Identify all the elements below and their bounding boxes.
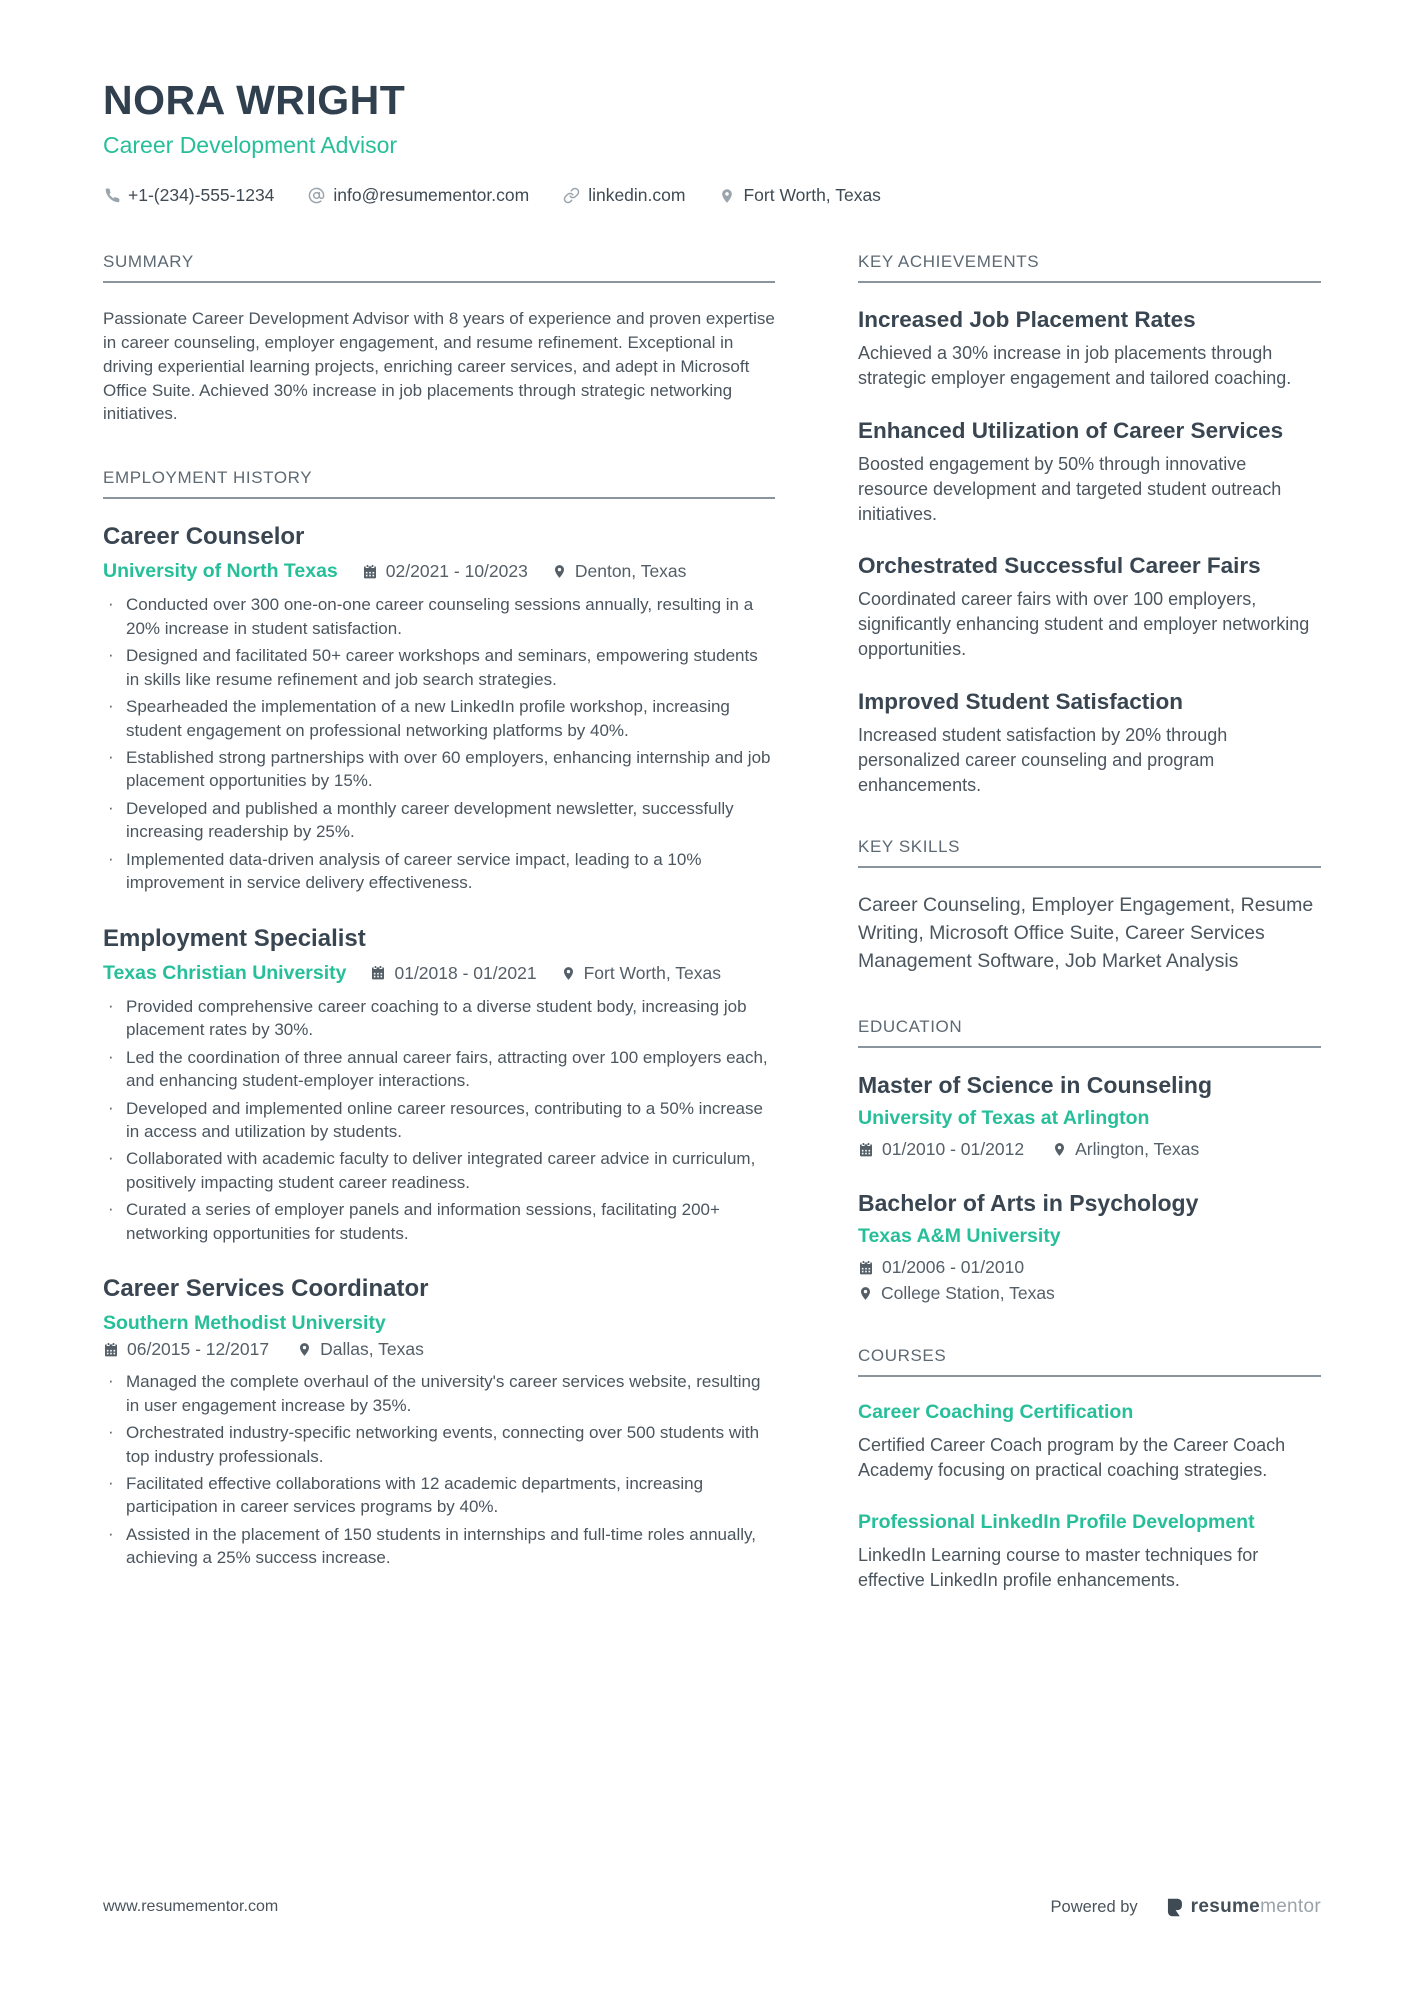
job-location bbox=[297, 1339, 424, 1360]
degree-location bbox=[858, 1283, 1321, 1304]
job-bullet: · Managed the complete overhaul of the university's career services website, resulting in user engagement increase by 35%. bbox=[103, 1370, 775, 1417]
degree-title: Bachelor of Arts in Psychology bbox=[858, 1190, 1199, 1217]
job-bullet: · Spearheaded the implementation of a new LinkedIn profile workshop, increasing student engagement on professional networking platforms by 40%. bbox=[103, 695, 775, 742]
achievement-item bbox=[858, 307, 1321, 391]
job-bullet: · Implemented data-driven analysis of career service impact, leading to a 10% improvement in service delivery effectiveness. bbox=[103, 848, 775, 895]
degree-location bbox=[1052, 1139, 1199, 1160]
job-location-text: Fort Worth, Texas bbox=[583, 962, 722, 983]
pin-icon bbox=[552, 564, 567, 579]
achievement-text: Boosted engagement by 50% through innovative resource development and targeted student outreach initiatives. bbox=[858, 453, 1282, 524]
education-heading: EDUCATION bbox=[858, 1017, 1321, 1048]
job-bullets bbox=[103, 1370, 775, 1570]
job-bullet: · Collaborated with academic faculty to deliver integrated career advice in curriculum, positively impacting student career readiness. bbox=[103, 1147, 775, 1194]
pin-icon bbox=[719, 188, 735, 204]
job-dates-text: 01/2018 - 01/2021 bbox=[394, 962, 537, 983]
achievement-title: Orchestrated Successful Career Fairs bbox=[858, 553, 1261, 579]
calendar-icon bbox=[858, 1142, 874, 1158]
achievement-text: Coordinated career fairs with over 100 employers, significantly enhancing student and employer networking opportunities. bbox=[858, 589, 1310, 660]
job-bullet: · Led the coordination of three annual career fairs, attracting over 100 employers each, and enhancing student-employer interactions. bbox=[103, 1046, 775, 1093]
contact-email[interactable] bbox=[308, 185, 529, 206]
phone-icon bbox=[103, 187, 120, 204]
job-bullet: · Provided comprehensive career coaching to a diverse student body, increasing job placement rates by 30%. bbox=[103, 995, 775, 1042]
calendar-icon bbox=[103, 1342, 119, 1358]
achievement-title: Enhanced Utilization of Career Services bbox=[858, 417, 1284, 443]
course-title: Professional LinkedIn Profile Development bbox=[858, 1511, 1255, 1534]
job-dates bbox=[370, 963, 536, 984]
logo-text-bold: resume bbox=[1190, 1896, 1261, 1917]
course-entry bbox=[858, 1511, 1321, 1593]
job-entry bbox=[103, 1275, 775, 1570]
contact-linkedin[interactable] bbox=[563, 185, 685, 206]
job-bullet: · Designed and facilitated 50+ career workshops and seminars, empowering students in skills like resume refinement and job search strategies. bbox=[103, 644, 775, 691]
job-title: Career Counselor bbox=[103, 523, 305, 551]
job-location-text: Dallas, Texas bbox=[320, 1339, 424, 1360]
job-dates bbox=[362, 561, 528, 582]
courses-section bbox=[858, 1346, 1321, 1592]
footer-site-link[interactable]: www.resumementor.com bbox=[103, 1898, 279, 1915]
summary-section bbox=[103, 252, 775, 426]
job-title: Employment Specialist bbox=[103, 924, 366, 952]
degree-entry bbox=[858, 1190, 1321, 1304]
location-text: Fort Worth, Texas bbox=[743, 185, 881, 206]
job-bullet: · Established strong partnerships with over 60 employers, enhancing internship and job placement opportunities by 15%. bbox=[103, 746, 775, 793]
email-address[interactable]: info@resumementor.com bbox=[333, 185, 530, 206]
company-name: University of North Texas bbox=[103, 560, 338, 583]
summary-heading: SUMMARY bbox=[103, 252, 775, 283]
school-name: Texas A&M University bbox=[858, 1225, 1061, 1248]
job-bullet: · Assisted in the placement of 150 students in internships and full-time roles annually, achieving a 25% success increase. bbox=[103, 1523, 775, 1570]
resumementor-logo-icon bbox=[1164, 1897, 1185, 1918]
job-bullet: · Curated a series of employer panels and information sessions, facilitating 200+ networking opportunities for students. bbox=[103, 1198, 775, 1245]
contact-location bbox=[719, 185, 880, 206]
course-text: LinkedIn Learning course to master techniques for effective LinkedIn profile enhancements. bbox=[858, 1545, 1259, 1590]
company-name: Southern Methodist University bbox=[103, 1312, 386, 1335]
summary-text: Passionate Career Development Advisor with 8 years of experience and proven expertise in career counseling, employer engagement, and resume refinement. Exceptional in driving experiential learning projects, enriching career services, and adept in Microsoft Office Suite. Achieved 30% increase in job placements through strategic networking initiatives. bbox=[103, 309, 775, 424]
achievement-item bbox=[858, 418, 1321, 526]
achievement-text: Increased student satisfaction by 20% through personalized career counseling and program enhancements. bbox=[858, 724, 1228, 795]
achievements-heading: KEY ACHIEVEMENTS bbox=[858, 252, 1321, 283]
degree-title: Master of Science in Counseling bbox=[858, 1072, 1213, 1099]
degree-dates bbox=[858, 1139, 1024, 1160]
job-bullets bbox=[103, 995, 775, 1246]
degree-dates bbox=[858, 1257, 1321, 1278]
linkedin-url[interactable]: linkedin.com bbox=[588, 185, 686, 206]
degree-location-text: College Station, Texas bbox=[881, 1283, 1055, 1304]
candidate-name: NORA WRIGHT bbox=[103, 77, 406, 123]
job-bullet: · Developed and implemented online career resources, contributing to a 50% increase in access and utilization by students. bbox=[103, 1097, 775, 1144]
candidate-job-title: Career Development Advisor bbox=[103, 132, 398, 159]
job-bullet: · Orchestrated industry-specific networking events, connecting over 500 students with top industry professionals. bbox=[103, 1421, 775, 1468]
page-footer bbox=[103, 1896, 1321, 1918]
pin-icon bbox=[561, 966, 576, 981]
achievements-section bbox=[858, 252, 1321, 797]
pin-icon bbox=[297, 1342, 312, 1357]
course-text: Certified Career Coach program by the Career Coach Academy focusing on practical coaching strategies. bbox=[858, 1435, 1286, 1481]
employment-section bbox=[103, 468, 775, 1570]
job-dates bbox=[103, 1339, 269, 1360]
calendar-icon bbox=[858, 1260, 874, 1276]
courses-heading: COURSES bbox=[858, 1346, 1321, 1377]
degree-entry bbox=[858, 1072, 1321, 1160]
employment-heading: EMPLOYMENT HISTORY bbox=[103, 468, 775, 499]
contact-row bbox=[103, 185, 1321, 206]
degree-dates-text: 01/2006 - 01/2010 bbox=[882, 1257, 1025, 1278]
at-icon bbox=[308, 187, 325, 204]
achievement-item bbox=[858, 689, 1321, 797]
job-bullet: · Facilitated effective collaborations with 12 academic departments, increasing participation in career services programs by 40%. bbox=[103, 1472, 775, 1519]
education-section bbox=[858, 1017, 1321, 1304]
job-dates-text: 02/2021 - 10/2023 bbox=[385, 561, 528, 582]
phone-number: +1-(234)-555-1234 bbox=[128, 185, 275, 206]
job-location bbox=[561, 963, 721, 984]
calendar-icon bbox=[362, 564, 378, 580]
degree-dates-text: 01/2010 - 01/2012 bbox=[882, 1139, 1025, 1160]
job-title: Career Services Coordinator bbox=[103, 1275, 429, 1303]
job-location-text: Denton, Texas bbox=[574, 561, 687, 582]
achievement-title: Increased Job Placement Rates bbox=[858, 307, 1196, 333]
resume-header bbox=[103, 78, 1321, 206]
job-entry bbox=[103, 523, 775, 894]
resumementor-logo[interactable] bbox=[1164, 1896, 1321, 1918]
degree-location-text: Arlington, Texas bbox=[1075, 1139, 1200, 1160]
logo-text-light: mentor bbox=[1260, 1896, 1321, 1917]
calendar-icon bbox=[370, 965, 386, 981]
job-bullets bbox=[103, 593, 775, 894]
course-title: Career Coaching Certification bbox=[858, 1401, 1134, 1424]
contact-phone bbox=[103, 185, 274, 206]
achievement-item bbox=[858, 553, 1321, 661]
job-location bbox=[552, 561, 687, 582]
job-bullet: · Developed and published a monthly career development newsletter, successfully increasing readership by 25%. bbox=[103, 797, 775, 844]
job-bullet: · Conducted over 300 one-on-one career counseling sessions annually, resulting in a 20% increase in student satisfaction. bbox=[103, 593, 775, 640]
link-icon bbox=[563, 187, 580, 204]
pin-icon bbox=[858, 1286, 873, 1301]
key-skills-text: Career Counseling, Employer Engagement, Resume Writing, Microsoft Office Suite, Career Services Management Software, Job Market Analysis bbox=[858, 894, 1314, 972]
achievement-title: Improved Student Satisfaction bbox=[858, 688, 1184, 714]
left-column bbox=[103, 252, 775, 1634]
school-name: University of Texas at Arlington bbox=[858, 1107, 1150, 1130]
key-skills-heading: KEY SKILLS bbox=[858, 837, 1321, 868]
powered-by-label: Powered by bbox=[1050, 1897, 1138, 1916]
achievement-text: Achieved a 30% increase in job placements through strategic employer engagement and tailored coaching. bbox=[858, 343, 1292, 389]
company-name: Texas Christian University bbox=[103, 961, 347, 984]
job-entry bbox=[103, 925, 775, 1246]
key-skills-section bbox=[858, 837, 1321, 975]
pin-icon bbox=[1052, 1142, 1067, 1157]
course-entry bbox=[858, 1401, 1321, 1483]
powered-by bbox=[1051, 1896, 1321, 1918]
job-dates-text: 06/2015 - 12/2017 bbox=[127, 1339, 270, 1360]
right-column bbox=[858, 252, 1321, 1634]
